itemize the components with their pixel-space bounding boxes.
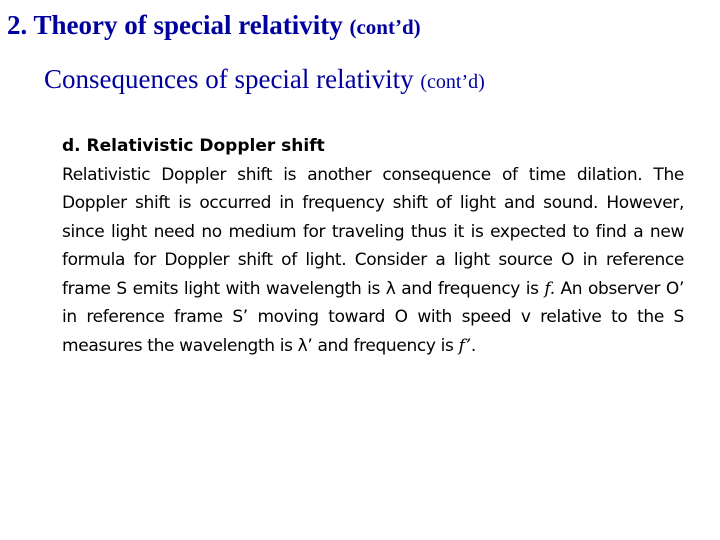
slide-subtitle	[44, 62, 485, 99]
slide-subtitle-main: Consequences of special relativity	[44, 64, 414, 94]
paragraph-part-2: An observer O’ in reference frame S’ moving toward O with speed v relative to the S measures the wavelength is λ’ and frequency is	[62, 278, 685, 356]
slide-subtitle-suffix: (cont’d)	[420, 71, 485, 93]
paragraph-part-1: Relativistic Doppler shift is another consequence of time dilation. The Doppler shift is occurred in frequency shift of light and sound. However, since light need no medium for traveling thus it is expected to find a new formula for Doppler shift of light. Consider a light source O in reference frame S emits light with wavelength is λ and frequency is	[62, 164, 684, 299]
paragraph-end: .	[470, 335, 476, 356]
slide-title-suffix: (cont’d)	[349, 15, 421, 39]
slide-body	[62, 132, 684, 360]
body-paragraph	[62, 161, 684, 361]
frequency-symbol-f: f.	[544, 278, 555, 299]
frequency-symbol-f-prime: f’	[458, 335, 471, 356]
slide-title	[7, 8, 421, 44]
section-heading: d. Relativistic Doppler shift	[62, 136, 325, 156]
slide-title-main: 2. Theory of special relativity	[7, 10, 343, 40]
